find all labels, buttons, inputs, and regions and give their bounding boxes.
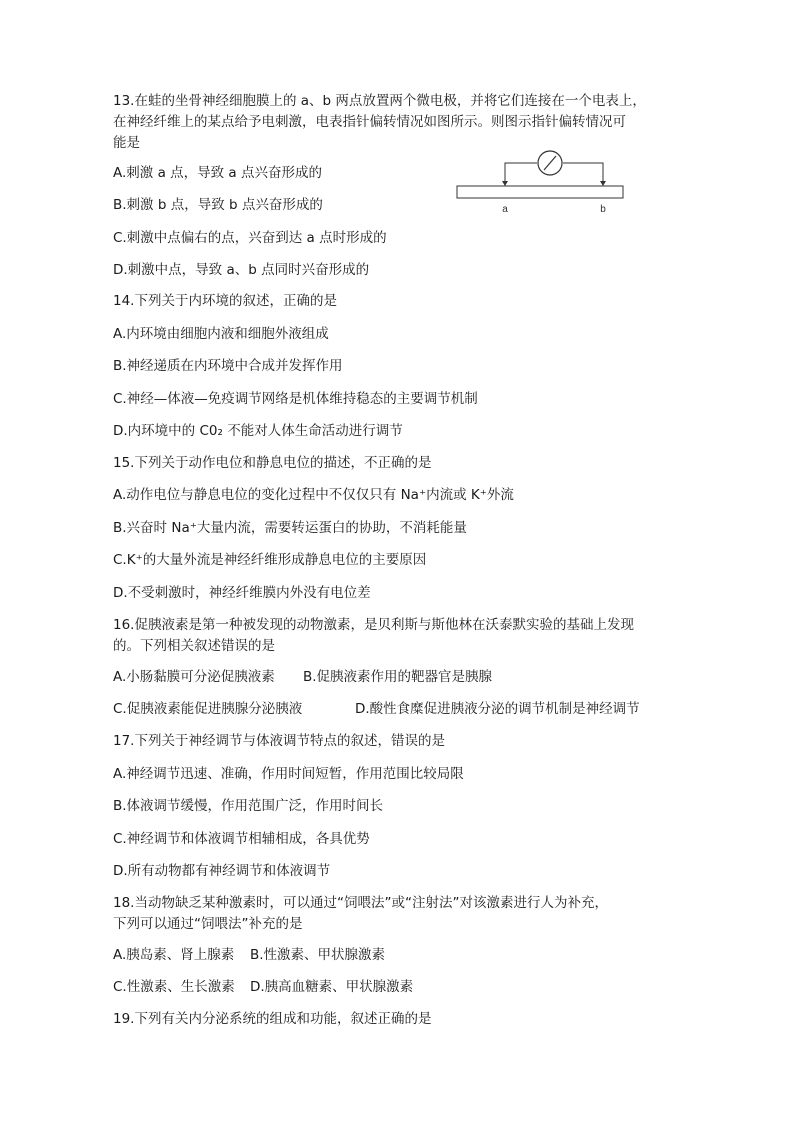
- q18-stem-line-2: 下列可以通过“饲喂法”补充的是: [113, 916, 303, 932]
- q13-option-b: B.刺激 b 点，导致 b 点兴奋形成的: [113, 197, 323, 213]
- q17-option-c: C.神经调节和体液调节相辅相成，各具优势: [113, 831, 370, 847]
- nerve-galvanometer-figure: [455, 150, 625, 220]
- q17-option-d: D.所有动物都有神经调节和体液调节: [113, 863, 331, 879]
- q13-option-d: D.刺激中点，导致 a、b 点同时兴奋形成的: [113, 262, 370, 278]
- q16-stem-line-2: 的。下列相关叙述错误的是: [113, 638, 275, 654]
- q15-option-b: B.兴奋时 Na⁺大量内流，需要转运蛋白的协助，不消耗能量: [113, 520, 467, 536]
- q17-option-a: A.神经调节迅速、准确，作用时间短暂，作用范围比较局限: [113, 766, 464, 782]
- wire-right: [563, 163, 603, 186]
- q18-option-d: D.胰高血糖素、甲状腺激素: [250, 979, 414, 995]
- q13-stem-line-3: 能是: [113, 135, 140, 151]
- q15-option-a: A.动作电位与静息电位的变化过程中不仅仅只有 Na⁺内流或 K⁺外流: [113, 487, 514, 503]
- q18-option-a: A.胰岛素、肾上腺素: [113, 947, 235, 963]
- q18-option-c: C.性激素、生长激素: [113, 979, 235, 995]
- q15-option-d: D.不受刺激时，神经纤维膜内外没有电位差: [113, 585, 371, 601]
- q16-option-b: B.促胰液素作用的靶器官是胰腺: [303, 669, 493, 685]
- q16-stem-line-1: 16.促胰液素是第一种被发现的动物激素，是贝利斯与斯他林在沃泰默实验的基础上发现: [113, 617, 634, 633]
- q13-option-c: C.刺激中点偏右的点，兴奋到达 a 点时形成的: [113, 230, 387, 246]
- q13-stem-line-1: 13.在蛙的坐骨神经细胞膜上的 a、b 两点放置两个微电极，并将它们连接在一个电表上，: [113, 93, 646, 109]
- q13-stem-line-2: 在神经纤维上的某点给予电刺激，电表指针偏转情况如图所示。则图示指针偏转情况可: [113, 114, 626, 130]
- electrode-a-arrow: [502, 181, 508, 186]
- q14-option-c: C.神经—体液—免疫调节网络是机体维持稳态的主要调节机制: [113, 391, 478, 407]
- q16-option-a: A.小肠黏膜可分泌促胰液素: [113, 669, 275, 685]
- electrode-b-arrow: [600, 181, 606, 186]
- q17-option-b: B.体液调节缓慢，作用范围广泛，作用时间长: [113, 798, 384, 814]
- q16-option-d: D.酸性食糜促进胰液分泌的调节机制是神经调节: [355, 701, 640, 717]
- q14-option-b: B.神经递质在内环境中合成并发挥作用: [113, 358, 343, 374]
- nerve-fiber: [457, 186, 623, 198]
- q17-stem: 17.下列关于神经调节与体液调节特点的叙述，错误的是: [113, 733, 445, 749]
- wire-left: [505, 163, 537, 186]
- q18-option-b: B.性激素、甲状腺激素: [250, 947, 386, 963]
- q18-stem-line-1: 18.当动物缺乏某种激素时，可以通过“饲喂法”或“注射法”对该激素进行人为补充，: [113, 895, 608, 911]
- q15-stem: 15.下列关于动作电位和静息电位的描述，不正确的是: [113, 455, 432, 471]
- q14-option-a: A.内环境由细胞内液和细胞外液组成: [113, 326, 329, 342]
- label-b: b: [600, 204, 606, 215]
- q14-option-d: D.内环境中的 C0₂ 不能对人体生命活动进行调节: [113, 423, 403, 439]
- q13-option-a: A.刺激 a 点，导致 a 点兴奋形成的: [113, 165, 322, 181]
- q15-option-c: C.K⁺的大量外流是神经纤维形成静息电位的主要原因: [113, 552, 427, 568]
- q14-stem: 14.下列关于内环境的叙述，正确的是: [113, 293, 337, 309]
- q19-stem: 19.下列有关内分泌系统的组成和功能，叙述正确的是: [113, 1011, 432, 1027]
- label-a: a: [502, 204, 508, 215]
- q16-option-c: C.促胰液素能促进胰腺分泌胰液: [113, 701, 303, 717]
